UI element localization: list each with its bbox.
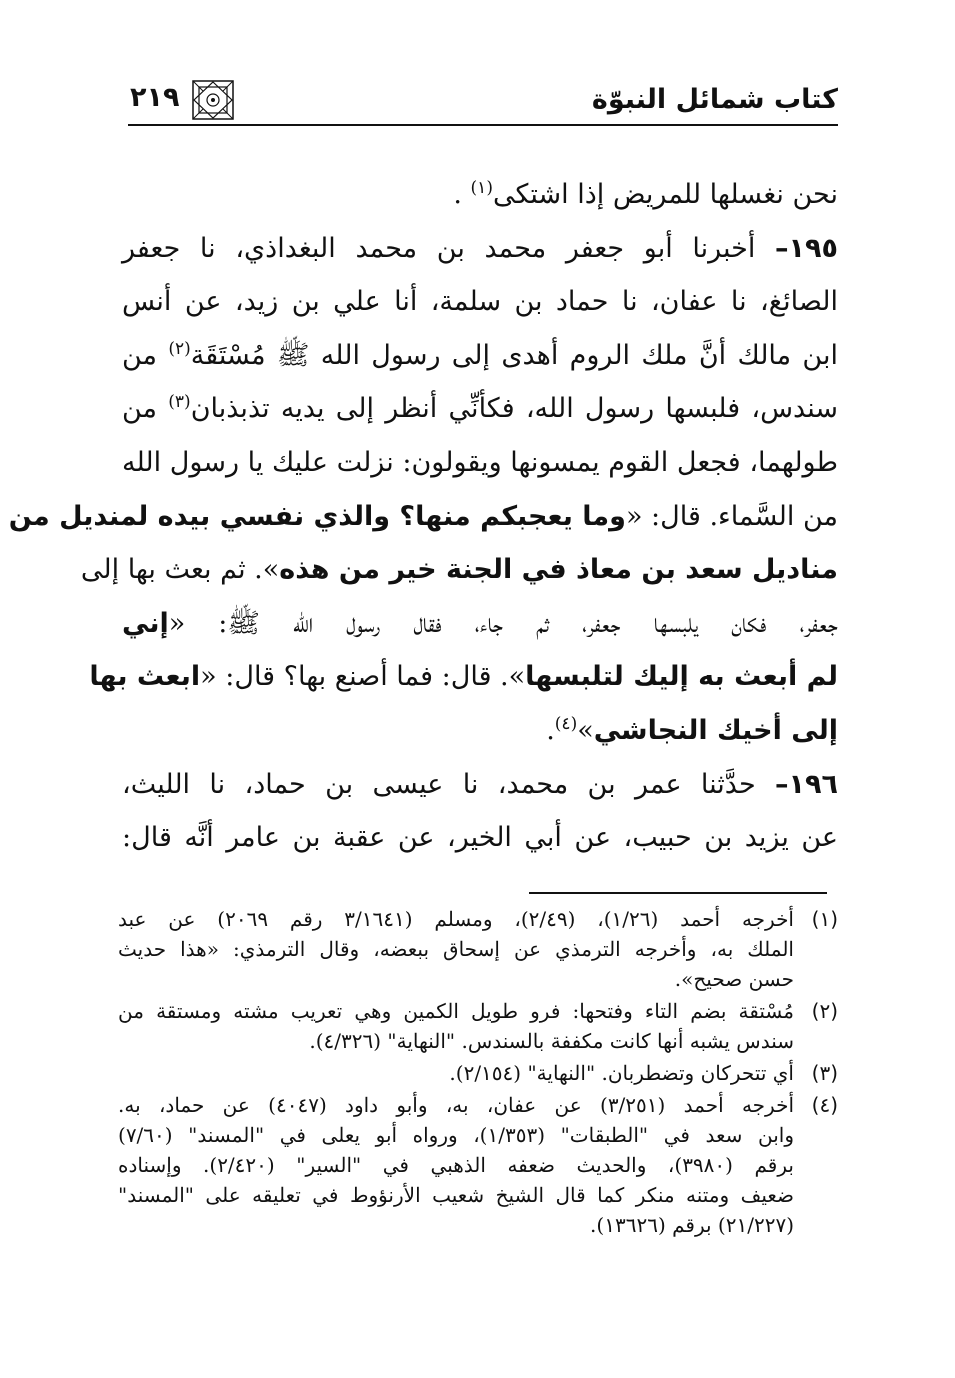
footnote-line: أي تتحركان وتضطربان. "النهاية" (٢/١٥٤).	[449, 1061, 794, 1085]
text-line: جعفر، فكان يلبسها جعفر، ثم جاء، فقال رسول الله ﷺ: «إني	[122, 607, 838, 639]
text-line: لم أبعث به إليك لتلبسها». قال: فما أصنع بها؟ قال: «ابعث بها	[89, 661, 838, 693]
geometric-ornament-icon	[190, 78, 236, 122]
text-line: مناديل سعد بن معاذ في الجنة خير من هذه». ثم بعث بها إلى	[80, 554, 838, 586]
footnote-number: (٣)	[811, 1061, 838, 1085]
footnote-3	[118, 1058, 838, 1088]
text-line: نحن نغسلها للمريض إذا اشتكى$^{(١)}$ .	[453, 178, 838, 210]
text-line: ابن مالك أنَّ ملك الروم أهدى إلى رسول الله ﷺ مُسْتَقَة$^{(٢)}$ من	[122, 338, 838, 371]
text-line: من السَّماء. قال: «وما يعجبكم منها؟ والذي نفسي بيده لمنديل من	[8, 500, 838, 532]
bold-quote: مناديل سعد بن معاذ في الجنة خير من هذه	[279, 554, 838, 586]
footnote-marker[interactable]: (٢)	[168, 338, 191, 359]
footnote-marker[interactable]: (٤)	[554, 713, 578, 734]
footnote-line: (٢١/٢٢٧) برقم (١٣٦٢٦).	[590, 1213, 794, 1237]
footnote-number: (٢)	[811, 999, 838, 1023]
text-line: طولهما، فجعل القوم يمسونها ويقولون: نزلت عليك يا رسول الله	[122, 446, 838, 478]
text-line: إلى أخيك النجاشي»$^{(٤)}$.	[546, 713, 838, 746]
footnote-line: مُسْتقة بضم التاء وفتحها: فرو طويل الكمين وهي تعريب مشته ومستقة من	[118, 999, 794, 1023]
footnote-line: ضعيف ومتنه منكر كما قال الشيخ شعيب الأرنؤوط في تعليقه على "المسند"	[118, 1183, 794, 1207]
book-title: كتاب شمائل النبوّة	[591, 84, 838, 115]
footnote-marker[interactable]: (٣)	[168, 392, 191, 413]
hadith-195-line-1: ١٩٥– أخبرنا أبو جعفر محمد بن محمد البغداذي، نا جعفر	[122, 232, 838, 264]
bold-quote: لم أبعث به إليك لتلبسها	[525, 661, 838, 693]
page-number: ٢١٩	[130, 82, 180, 113]
footnote-line: حسن صحيح».	[674, 967, 794, 991]
footnote-line: أخرجه أحمد (٣/٢٥١) عن عفان، به، وأبو داود (٤٠٤٧) عن حماد، به.	[118, 1093, 794, 1117]
hadith-number: ١٩٥–	[775, 232, 838, 264]
footnote-number: (٤)	[811, 1093, 838, 1117]
bold-quote: إلى أخيك النجاشي	[593, 714, 838, 746]
bold-quote: ابعث بها	[89, 661, 201, 693]
footnote-line: سندس يشبه أنها كانت مكففة بالسندس. "النهاية" (٤/٣٢٦).	[309, 1029, 794, 1053]
bold-quote: إني	[122, 607, 169, 639]
footnotes	[118, 904, 838, 1242]
footnote-separator	[529, 892, 827, 894]
footnote-2	[118, 996, 838, 1056]
footnote-4	[118, 1090, 838, 1240]
header-rule	[128, 124, 838, 126]
footnote-line: وابن سعد في "الطبقات" (١/٣٥٣)، ورواه أبو يعلى في "المسند" (٧/٦٠)	[118, 1123, 794, 1147]
text-line: عن يزيد بن حبيب، عن أبي الخير، عن عقبة بن عامر أنَّه قال:	[122, 822, 838, 854]
footnote-line: الملك به، وأخرجه الترمذي عن إسحاق ببعضه، وقال الترمذي: «هذا حديث	[118, 937, 794, 961]
text-line: سندس، فلبسها رسول الله، فكأنِّي أنظر إلى يديه تذبذبان$^{(٣)}$ من	[122, 392, 838, 425]
text-line: الصائغ، نا عفان، نا حماد بن سلمة، أنا علي بن زيد، عن أنس	[122, 286, 838, 318]
footnote-line: برقم (٣٩٨٠)، والحديث ضعفه الذهبي في "السير" (٢/٤٢٠). وإسناده	[118, 1153, 794, 1177]
footnote-marker[interactable]: (١)	[470, 178, 493, 198]
footnote-1	[118, 904, 838, 994]
bold-quote: وما يعجبكم منها؟ والذي نفسي بيده لمنديل من	[8, 500, 626, 532]
hadith-196-line-1: ١٩٦– حدَّثنا عمر بن محمد، نا عيسى بن حماد، نا الليث،	[122, 768, 838, 800]
footnote-line: أخرجه أحمد (١/٢٦)، (٢/٤٩)، ومسلم (٣/١٦٤١ رقم ٢٠٦٩) عن عبد	[118, 907, 794, 931]
footnote-number: (١)	[811, 907, 838, 931]
main-text	[8, 168, 838, 865]
running-header	[128, 78, 838, 138]
hadith-number: ١٩٦–	[775, 768, 838, 800]
